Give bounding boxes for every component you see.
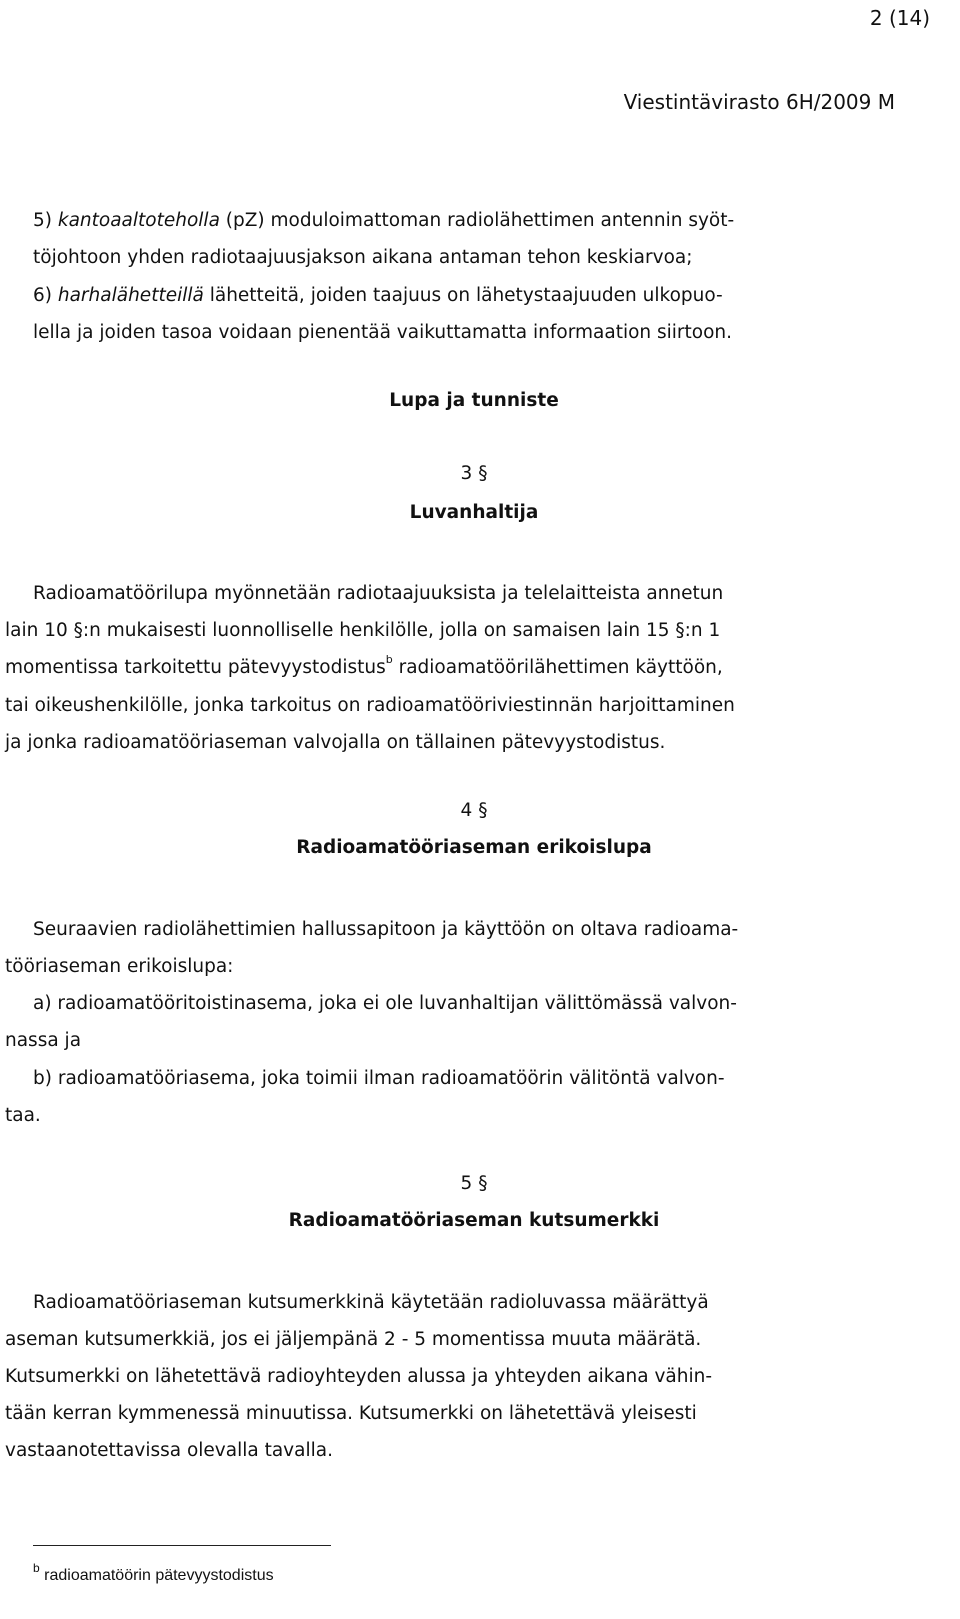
paragraph-line: aseman kutsumerkkiä, jos ei jäljempänä 2 - 5 momentissa muuta määrätä.	[5, 1329, 702, 1350]
paragraph-line: Radioamatöörilupa myönnetään radiotaajuuksista ja telelaitteista annetun	[33, 583, 724, 604]
paragraph-text: momentissa tarkoitettu pätevyystodistus	[5, 657, 386, 678]
footnote-text: radioamatöörin pätevyystodistus	[44, 1567, 274, 1584]
definition-6	[33, 277, 723, 314]
paragraph-text: radioamatöörilähettimen käyttöön,	[392, 657, 723, 678]
page-number: 2 (14)	[869, 6, 930, 30]
definition-text: lähetteitä, joiden taajuus on lähetystaajuuden ulkopuo-	[203, 285, 723, 306]
paragraph-line: vastaanotettavissa olevalla tavalla.	[5, 1440, 333, 1461]
paragraph-line	[5, 649, 723, 686]
paragraph-line: Radioamatööriaseman kutsumerkkinä käytetään radioluvassa määrättyä	[33, 1292, 709, 1313]
paragraph-line: Kutsumerkki on lähetettävä radioyhteyden alussa ja yhteyden aikana vähin-	[5, 1366, 713, 1387]
list-item: a) radioamatööritoistinasema, joka ei ole luvanhaltijan välittömässä valvon-	[33, 993, 737, 1014]
paragraph-line: ja jonka radioamatööriaseman valvojalla on tällainen pätevyystodistus.	[5, 732, 666, 753]
section-title: Luvanhaltija	[409, 502, 539, 523]
footnote-marker: b	[33, 1561, 40, 1575]
paragraph-line: tään kerran kymmenessä minuutissa. Kutsumerkki on lähetettävä yleisesti	[5, 1403, 697, 1424]
footnote-divider	[33, 1545, 331, 1546]
paragraph-line: lella ja joiden tasoa voidaan pienentää vaikuttamatta informaation siirtoon.	[33, 322, 733, 343]
section-number: 3 §	[460, 463, 488, 484]
definition-number: 6)	[33, 285, 58, 306]
section-title: Radioamatööriaseman erikoislupa	[296, 837, 652, 858]
footnote	[33, 1561, 274, 1585]
list-item: b) radioamatööriasema, joka toimii ilman radioamatöörin välitöntä valvon-	[33, 1068, 725, 1089]
chapter-heading: Lupa ja tunniste	[389, 390, 559, 411]
paragraph-line: nassa ja	[5, 1030, 82, 1051]
defined-term: harhalähetteillä	[57, 285, 204, 306]
paragraph-line: lain 10 §:n mukaisesti luonnolliselle henkilölle, jolla on samaisen lain 15 §:n 1	[5, 620, 721, 641]
section-number: 4 §	[460, 800, 488, 821]
agency-reference: Viestintävirasto 6H/2009 M	[623, 90, 895, 114]
paragraph-line: tööriaseman erikoislupa:	[5, 956, 234, 977]
definition-text: (pZ) moduloimattoman radiolähettimen antennin syöt-	[219, 210, 735, 231]
paragraph-line: taa.	[5, 1105, 41, 1126]
section-number: 5 §	[460, 1173, 488, 1194]
footnote-reference: b	[385, 653, 393, 666]
definition-5	[33, 202, 734, 239]
paragraph-line: Seuraavien radiolähettimien hallussapitoon ja käyttöön on oltava radioama-	[33, 919, 739, 940]
definition-number: 5)	[33, 210, 58, 231]
defined-term: kantoaaltoteholla	[57, 210, 220, 231]
paragraph-line: tai oikeushenkilölle, jonka tarkoitus on radioamatööriviestinnän harjoittaminen	[5, 695, 735, 716]
paragraph-line: töjohtoon yhden radiotaajuusjakson aikana antaman tehon keskiarvoa;	[33, 247, 693, 268]
section-title: Radioamatööriaseman kutsumerkki	[288, 1210, 660, 1231]
